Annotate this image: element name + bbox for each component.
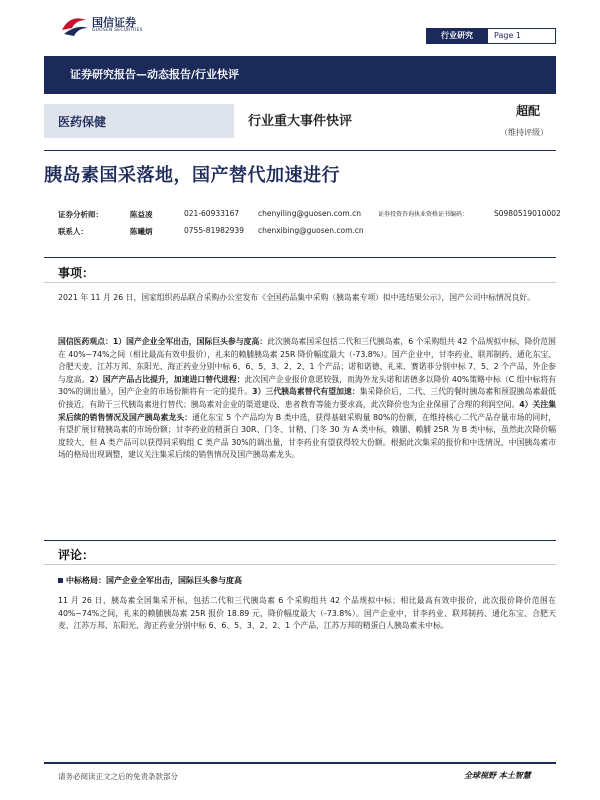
- contact-email[interactable]: chenxibing@guosen.com.cn: [258, 226, 364, 235]
- analyst-role: 证券分析师：: [58, 210, 103, 219]
- analyst-cert-label: 证券投资咨询执业资格证书编码：: [378, 211, 469, 218]
- logo-subtitle: GUOSEN SECURITIES: [92, 28, 143, 33]
- view-text-1: 此次胰岛素国采包括二代和三代胰岛素，6 个采购组共 42 个品规拟中标，降价范围在 40%~74%之间（相比最高有效申报价），礼来的赖脯胰岛素 25R 降价幅度最大（-73.8%）。国产企业中，甘李药业、联邦制药、通化东宝、合肥天麦、江苏万邦、东阳光、海正药业分别中标 6、6、5、3、2、2、1 个产品；诺和诺德、礼来、赛诺菲分别中标 7、5、2 个产品，外企参与度高。: [58, 337, 556, 384]
- divider: [44, 282, 556, 283]
- analyst-cert: S0980519010002: [494, 209, 561, 218]
- rating-note: （维持评级）: [500, 128, 548, 137]
- view-lead-1: 国信医药观点：1）国产企业全军出击，国际巨头参与度高：: [58, 337, 268, 346]
- events-text: 2021 年 11 月 26 日，国家组织药品联合采购办公室发布《全国药品集中采购（胰岛素专项）拟中选结果公示》，国产公司中标情况良好。: [58, 293, 535, 302]
- comments-heading: 评论：: [58, 548, 95, 562]
- contact-role: 联系人：: [58, 227, 88, 236]
- view-text-3: 集采降价后，二代、三代的餐时胰岛素和预混胰岛素最低价接近，有助于三代胰岛素进行替代；胰岛素对企业的渠道建设、患者教育等能力要求高，此次降价也为企业保留了合理的利润空间。: [58, 387, 556, 409]
- view-text-4: 通化东宝 5 个产品均为 B 类中选，获得基础采购量 80%的份额，在维持核心二代产品存量市场的同时，有望扩展甘精胰岛素的市场份额；甘李药业的精蛋白 30R、门冬、甘精、门冬 30 为 A 类中标，赖脯、赖脯 25R 为 B 类中标，虽然此次降价幅度较大，但 A 类产品可以获得同采购组 C 类产品 30%的调出量，甘李药业有望获得较大份额。根据此次集采的报价和中选情况，中国胰岛素市场的格局出现调整，建议关注集采后续的销售情况及国产胰岛素龙头。: [58, 412, 557, 460]
- logo-name: 国信证券: [92, 16, 136, 29]
- events-heading: 事项：: [58, 266, 95, 280]
- view-lead-3: 3）三代胰岛素替代有望加速：: [252, 387, 360, 397]
- view-lead-4: 4）关注集采后续的销售情况及国产胰岛素龙头：: [58, 399, 556, 422]
- comments-bullet: 中标格局：国产企业全军出击，国际巨头参与度高: [58, 575, 242, 586]
- view-text-2: 此次国产企业报价意愿较强，而海外龙头诺和诺德多以降价 40%策略中标（C 组中标将有 30%的调出量），国产企业的市场份额将有一定的提升。: [58, 374, 556, 397]
- analyst-phone: 021-60933167: [184, 209, 240, 218]
- divider: [44, 564, 556, 565]
- banner-text: 证券研究报告—动态报告/行业快评: [70, 68, 240, 81]
- page-label: Page 1: [494, 31, 521, 40]
- comments-text: 11 月 26 日，胰岛素全国集采开标，包括二代和三代胰岛素 6 个采购组共 42 个品规拟中标；相比最高有效申报价，此次报价降价范围在 40%~74%之间，礼来的赖脯胰岛素 25R 报价 18.89 元，降价幅度最大（-73.8%）。国产企业中，甘李药业、联邦制药、通化东宝、合肥天麦、江苏万邦、东阳光、海正药业分别中标 6、6、5、3、2、2、1 个产品，江苏万邦的精蛋白人胰岛素未中标。: [58, 596, 556, 631]
- contact-phone: 0755-81982939: [184, 226, 244, 235]
- square-bullet-icon: [58, 578, 63, 583]
- report-tag: 行业研究: [426, 28, 488, 44]
- sector-label: 医药保健: [58, 115, 107, 129]
- analyst-email[interactable]: chenyiling@guosen.com.cn: [258, 209, 361, 218]
- divider: [44, 257, 556, 258]
- contact-name: 陈曦炳: [130, 227, 153, 236]
- views-paragraph: [58, 336, 556, 462]
- divider: [44, 150, 556, 151]
- footer-rule: [44, 762, 556, 764]
- footer-disclaimer: 请务必阅读正文之后的免责条款部分: [58, 772, 178, 781]
- divider: [44, 540, 556, 541]
- footer-slogan: 全球视野 本土智慧: [464, 771, 531, 780]
- page-title: 胰岛素国采落地，国产替代加速进行: [44, 165, 340, 186]
- rating: 超配: [516, 104, 541, 118]
- analyst-name: 陈益凌: [130, 210, 153, 219]
- view-lead-2: 2）国产产品占比提升，加速进口替代进程：: [89, 374, 245, 384]
- report-subtitle: 行业重大事件快评: [248, 114, 353, 129]
